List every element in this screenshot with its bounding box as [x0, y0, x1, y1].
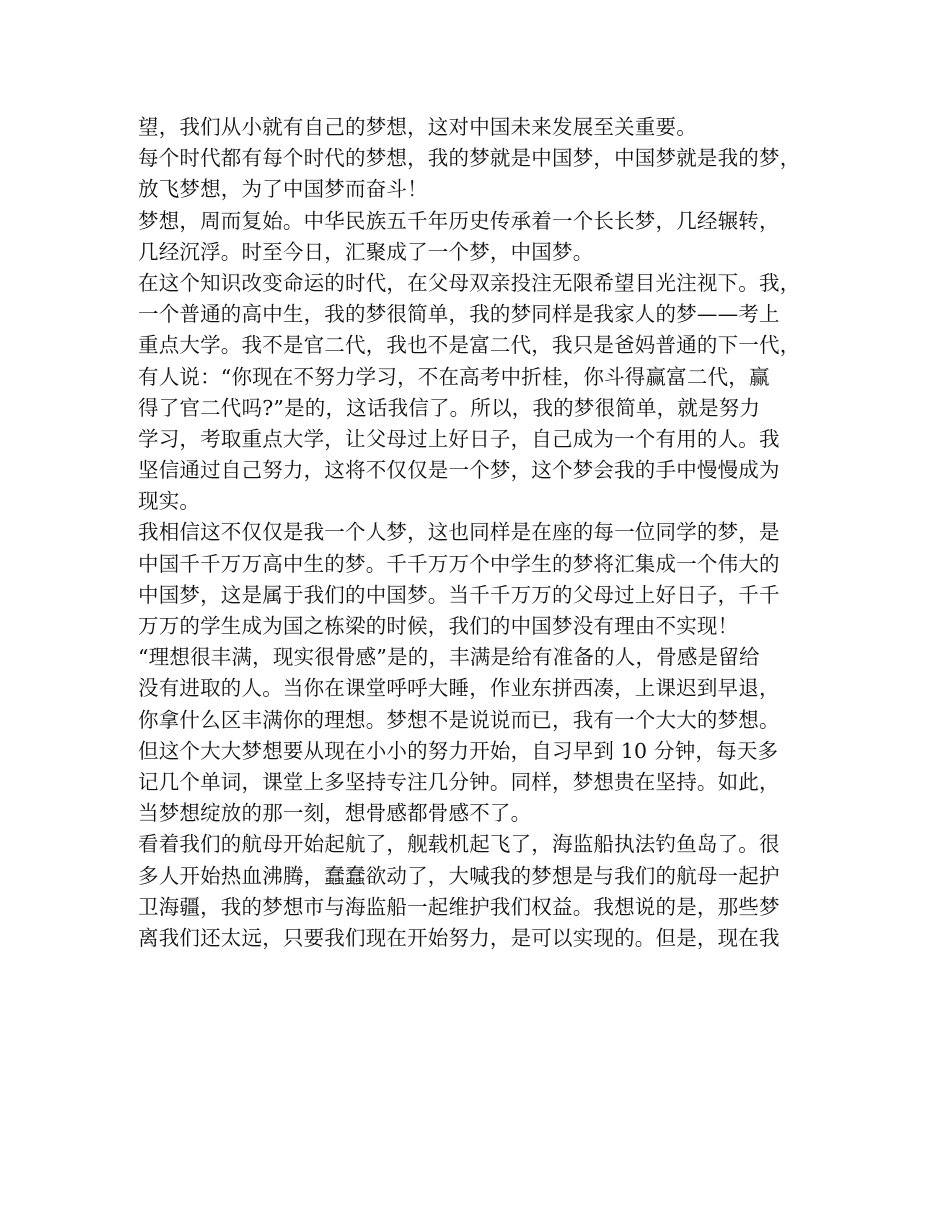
document-body [138, 112, 818, 954]
text-line: 现实。 [138, 489, 201, 514]
text-line: 多人开始热血沸腾，蠢蠢欲动了，大喊我的梦想是与我们的航母一起护 [138, 863, 780, 888]
text-line: 一个普通的高中生，我的梦很简单，我的梦同样是我家人的梦——考上 [138, 302, 780, 327]
text-line: 但这个大大梦想要从现在小小的努力开始，自习早到 10 分钟，每天多 [138, 738, 779, 763]
text-line: 梦想，周而复始。中华民族五千年历史传承着一个长长梦，几经辗转， [138, 208, 780, 233]
text-line: 重点大学。我不是官二代，我也不是富二代，我只是爸妈普通的下一代， [138, 333, 801, 358]
text-line: 学习，考取重点大学，让父母过上好日子，自己成为一个有用的人。我 [138, 426, 780, 451]
text-line: 有人说：“你现在不努力学习，不在高考中折桂，你斗得赢富二代，赢 [138, 364, 770, 389]
text-line: 放飞梦想，为了中国梦而奋斗！ [138, 177, 428, 202]
text-line: 中国梦，这是属于我们的中国梦。当千千万万的父母过上好日子，千千 [138, 582, 780, 607]
text-line: 几经沉浮。时至今日，汇聚成了一个梦，中国梦。 [138, 239, 594, 264]
text-line: 你拿什么区丰满你的理想。梦想不是说说而已，我有一个大大的梦想。 [138, 707, 780, 732]
text-line: 坚信通过自己努力，这将不仅仅是一个梦，这个梦会我的手中慢慢成为 [138, 458, 780, 483]
text-line: 看着我们的航母开始起航了，舰载机起飞了，海监船执法钓鱼岛了。很 [138, 832, 780, 857]
text-line: 望，我们从小就有自己的梦想，这对中国未来发展至关重要。 [138, 115, 697, 139]
text-line: 当梦想绽放的那一刻，想骨感都骨感不了。 [138, 801, 532, 826]
text-line: 在这个知识改变命运的时代，在父母双亲投注无限希望目光注视下。我， [138, 270, 801, 295]
text-line: 中国千千万万高中生的梦。千千万万个中学生的梦将汇集成一个伟大的 [138, 551, 780, 576]
text-line: 我相信这不仅仅是我一个人梦，这也同样是在座的每一位同学的梦，是 [138, 520, 780, 545]
text-line: 卫海疆，我的梦想市与海监船一起维护我们权益。我想说的是，那些梦 [138, 894, 780, 919]
text-line: 没有进取的人。当你在课堂呼呼大睡，作业东拼西凑，上课迟到早退， [138, 676, 780, 701]
text-line: 万万的学生成为国之栋梁的时候，我们的中国梦没有理由不实现！ [138, 614, 739, 638]
text-line: 得了官二代吗?”是的，这话我信了。所以，我的梦很简单，就是努力 [138, 395, 761, 420]
text-line: 记几个单词，课堂上多坚持专注几分钟。同样，梦想贵在坚持。如此， [138, 769, 780, 794]
text-line: 离我们还太远，只要我们现在开始努力，是可以实现的。但是，现在我 [138, 925, 780, 950]
text-line: 每个时代都有每个时代的梦想，我的梦就是中国梦，中国梦就是我的梦， [138, 146, 801, 171]
text-line: “理想很丰满，现实很骨感”是的，丰满是给有准备的人，骨感是留给 [138, 645, 760, 670]
